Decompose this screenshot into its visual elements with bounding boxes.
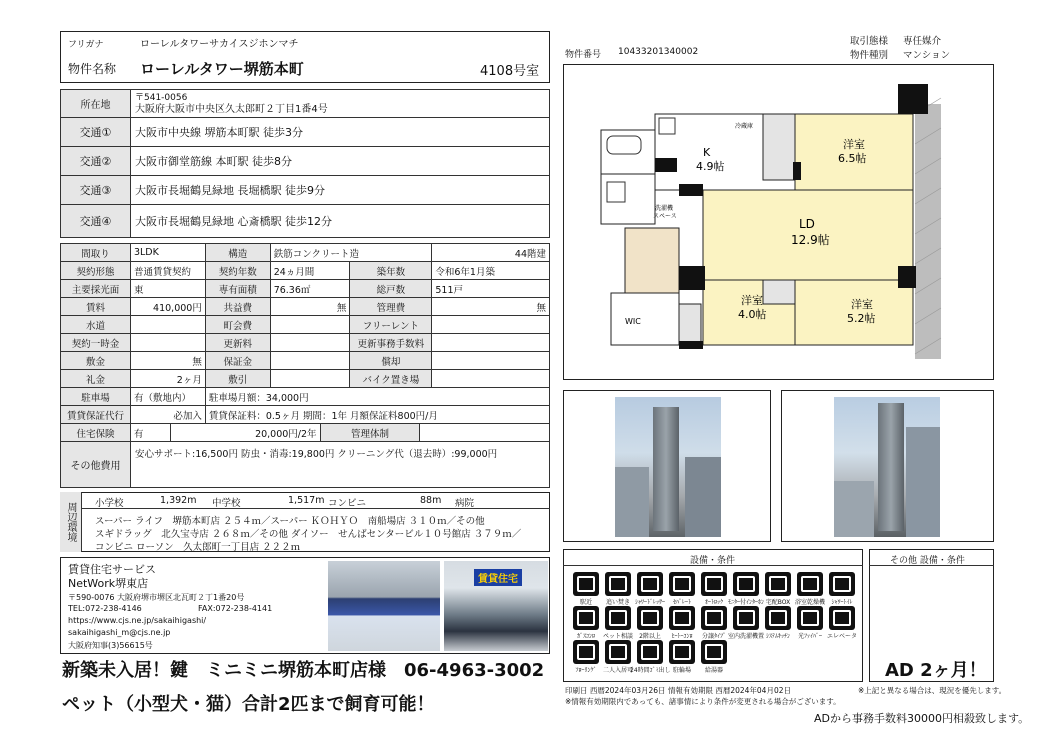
equipment-label: ｼｽﾃﾑｷｯﾁﾝ — [765, 633, 790, 640]
fp-wic: WIC — [625, 317, 641, 326]
surroundings-line3: コンビニ ローソン 久太郎町一丁目店 ２２２ｍ — [95, 542, 301, 553]
equipment-icon — [701, 640, 727, 664]
fp-room-ld: LD — [799, 217, 815, 231]
fp-room-west3: 洋室 — [851, 298, 873, 311]
equipment-label: 追い焚き — [605, 599, 630, 606]
equipment-icon — [701, 572, 727, 596]
address-value: 大阪府大阪市中央区久太郎町２丁目1番4号 — [135, 104, 328, 115]
furigana: ローレルタワーサカイスジホンマチ — [140, 39, 299, 50]
ad-badge: AD 2ヶ月！ — [885, 660, 987, 681]
other-fees-value: 安心サポート:16,500円 防虫・消毒:19,800円 クリーニング代（退去時）:99,000円 — [135, 449, 498, 460]
equipment-icon — [701, 606, 727, 630]
furigana-label: フリガナ — [68, 40, 104, 50]
property-name: ローレルタワー堺筋本町 — [140, 60, 304, 78]
fp-room-west3-size: 5.2帖 — [847, 312, 876, 325]
address-zip: 〒541-0056 — [135, 93, 188, 103]
transport-value: 大阪市中央線 堺筋本町駅 徒歩3分 — [135, 126, 303, 139]
deal-label: 取引態様 — [850, 36, 889, 47]
equipment-icon — [573, 572, 599, 596]
school-e: 1,392m — [160, 495, 197, 506]
transport-label: 交通④ — [61, 205, 131, 237]
address-label: 所在地 — [61, 90, 131, 117]
equipment-label: 室内洗濯機置 — [727, 633, 764, 640]
surroundings-label: 周辺環境 — [60, 492, 82, 552]
equipment-label: ｼｬﾜｰﾄﾞﾚｯｻｰ — [634, 599, 665, 606]
footer-line2: ペット（小型犬・猫）合計2匹まで飼育可能！ — [62, 694, 435, 715]
equipment-icon — [669, 606, 695, 630]
spec-row: 契約形態 普通賃貸契約 契約年数 24ヵ月間 築年数 令和6年1月築 — [61, 262, 550, 280]
equipment-icon — [637, 572, 663, 596]
insurance-table: 住宅保険 有 20,000円/2年 管理体制 — [60, 423, 550, 442]
spec-row: 礼金 2ヶ月 敷引 バイク置き場 — [61, 370, 550, 388]
spec-row: 間取り 3LDK 構造 鉄筋コンクリート造 44階建 — [61, 244, 550, 262]
equipment-label: ｵｰﾄﾛｯｸ — [704, 599, 723, 606]
equipment-label: エレベータ — [826, 633, 857, 640]
room-number: 4108号室 — [480, 64, 540, 79]
equipment-icon — [605, 572, 631, 596]
conv-label: コンビニ — [328, 498, 367, 509]
fp-room-west2: 洋室 — [741, 294, 763, 307]
agency-name2: NetWork堺東店 — [68, 577, 149, 590]
equipment-icon — [669, 572, 695, 596]
print-date: 印刷日 西暦2024年03月26日 情報有効期限 西暦2024年04月02日 — [565, 686, 791, 695]
spec-row: 契約一時金 更新料 更新事務手数料 — [61, 334, 550, 352]
conv: 88m — [420, 495, 442, 506]
agency-sign: 賃貸住宅 — [474, 569, 522, 586]
type-label: 物件種別 — [850, 50, 889, 61]
footer-line1: 新築未入居！鍵 ミニミニ堺筋本町店様 06-4963-3002 — [62, 660, 545, 681]
guarantee-row: 賃貸保証代行 必加入 賃貸保証料：0.5ヶ月 期間：1年 月額保証料800円/月 — [61, 406, 550, 424]
other-equipment-title: その他 設備・条件 — [890, 556, 965, 566]
parking-row: 駐車場 有（敷地内） 駐車場月額：34,000円 — [61, 388, 550, 406]
fp-wash: 洗濯機 — [655, 205, 674, 212]
equipment-icon — [733, 572, 759, 596]
transport-label: 交通① — [61, 118, 131, 146]
equipment-icon — [797, 572, 823, 596]
equipment-icon — [605, 640, 631, 664]
fp-room-west2-size: 4.0帖 — [738, 308, 767, 321]
equipment-icon — [605, 606, 631, 630]
surroundings-line1: スーパー ライフ 堺筋本町店 ２５４ｍ／スーパー ＫＯＨＹＯ 南船場店 ３１０ｍ／その他 — [95, 516, 485, 527]
transport-value: 大阪市長堀鶴見緑地 心斎橋駅 徒歩12分 — [135, 215, 332, 228]
transport-value: 大阪市長堀鶴見緑地 長堀橋駅 徒歩9分 — [135, 184, 325, 197]
agency-tel: TEL:072-238-4146 — [68, 604, 142, 613]
deal-value: 専任媒介 — [903, 36, 942, 47]
equipment-label: ﾋｰﾄｰｺﾝﾛ — [671, 633, 693, 640]
other-fees-label: その他費用 — [61, 442, 131, 487]
spec-row: 賃料 410,000円 共益費 無 管理費 無 — [61, 298, 550, 316]
name-label: 物件名称 — [68, 62, 117, 76]
equipment-icon — [765, 606, 791, 630]
agency-addr: 〒590-0076 大阪府堺市堺区北瓦町２丁1番20号 — [68, 593, 245, 602]
fp-room-west1-size: 6.5帖 — [838, 152, 867, 165]
fp-room-ld-size: 12.9帖 — [791, 233, 830, 247]
transport-row-1 — [60, 118, 550, 147]
equipment-title: 設備・条件 — [690, 556, 736, 566]
spec-row: 水道 町会費 フリーレント — [61, 316, 550, 334]
equipment-label: 二人入居可 — [602, 667, 633, 674]
address-row — [60, 89, 550, 118]
equipment-icon — [669, 640, 695, 664]
transport-row-3 — [60, 176, 550, 205]
equipment-icon — [573, 640, 599, 664]
equipment-icon — [829, 606, 855, 630]
equipment-icon — [797, 606, 823, 630]
building-photo-1 — [615, 397, 721, 537]
fp-room-west1: 洋室 — [843, 138, 865, 151]
equipment-label: 駅近 — [579, 599, 592, 606]
agency-mail[interactable]: sakaihigashi_m@cjs.ne.jp — [68, 628, 171, 637]
equipment-icon — [829, 572, 855, 596]
transport-row-2 — [60, 147, 550, 176]
equipment-label: ﾓﾆﾀｰ付ｲﾝﾀｰﾎﾝ — [727, 599, 764, 606]
fp-room-k: K — [703, 146, 711, 159]
precedence-note: ※上記と異なる場合は、現況を優先します。 — [858, 686, 1007, 695]
equipment-icon — [573, 606, 599, 630]
school-j: 1,517m — [288, 495, 325, 506]
equipment-icon — [765, 572, 791, 596]
transport-value: 大阪市御堂筋線 本町駅 徒歩8分 — [135, 155, 292, 168]
spec-row: 主要採光面 東 専有面積 76.36㎡ 総戸数 511戸 — [61, 280, 550, 298]
equipment-label: ｼｬﾜｰﾄｲﾚ — [831, 599, 853, 606]
equipment-label: 駐輪場 — [672, 667, 691, 674]
id-label: 物件番号 — [565, 50, 602, 60]
property-header — [60, 31, 550, 83]
transport-label: 交通② — [61, 147, 131, 175]
agency-license: 大阪府知事(3)56615号 — [68, 641, 153, 650]
agency-name1: 賃貸住宅サービス — [68, 563, 156, 576]
equipment-label: 24時間ｺﾞﾐ出し — [630, 667, 671, 674]
equipment-icon — [637, 640, 663, 664]
equipment-icon — [637, 606, 663, 630]
transport-row-4 — [60, 205, 550, 238]
equipment-label: 浴室乾燥機 — [794, 599, 825, 606]
specs-table — [60, 243, 550, 424]
ad-note: ADから事務手数料30000円相殺致します。 — [814, 712, 1030, 725]
fp-wash2: スペース — [653, 213, 677, 220]
type-value: マンション — [903, 50, 951, 61]
storefront-photo-1 — [328, 561, 440, 651]
equipment-label: ｶﾞｽｺﾝﾛ — [576, 633, 595, 640]
id-value: 10433201340002 — [618, 47, 699, 57]
school-e-label: 小学校 — [95, 498, 124, 509]
equipment-label: 分譲ﾀｲﾌﾟ — [701, 633, 726, 640]
equipment-label: 給湯器 — [704, 667, 723, 674]
spec-row: 敷金 無 保証金 償却 — [61, 352, 550, 370]
equipment-label: ﾌﾛｰﾘﾝｸﾞ — [575, 667, 597, 674]
storefront-photo-2 — [444, 561, 548, 651]
equipment-label: 光ﾌｧｲﾊﾞｰ — [797, 633, 822, 640]
hospital-label: 病院 — [455, 498, 475, 509]
transport-label: 交通③ — [61, 176, 131, 204]
school-j-label: 中学校 — [212, 498, 241, 509]
equipment-label: ペット相談 — [602, 633, 633, 640]
fp-room-k-size: 4.9帖 — [696, 160, 725, 173]
agency-fax: FAX:072-238-4141 — [198, 604, 273, 613]
equipment-icon — [733, 606, 759, 630]
floorplan — [563, 64, 994, 380]
equipment-label: ｾﾊﾟﾚｰﾄ — [672, 599, 691, 606]
building-photo-2 — [834, 397, 940, 537]
validity-note: ※情報有効期限内であっても、諸事情により条件が変更される場合がございます。 — [565, 697, 841, 706]
agency-url[interactable]: https://www.cjs.ne.jp/sakaihigashi/ — [68, 616, 207, 625]
surroundings-line2: スギドラッグ 北久宝寺店 ２６８ｍ／その他 ダイソー せんばセンタービル１０号館店 ３７９ｍ／ — [95, 529, 522, 540]
equipment-label: 宅配BOX — [765, 599, 791, 606]
fp-fridge: 冷蔵庫 — [735, 123, 754, 130]
other-fees-row — [60, 442, 550, 488]
equipment-label: 2階以上 — [639, 633, 661, 640]
